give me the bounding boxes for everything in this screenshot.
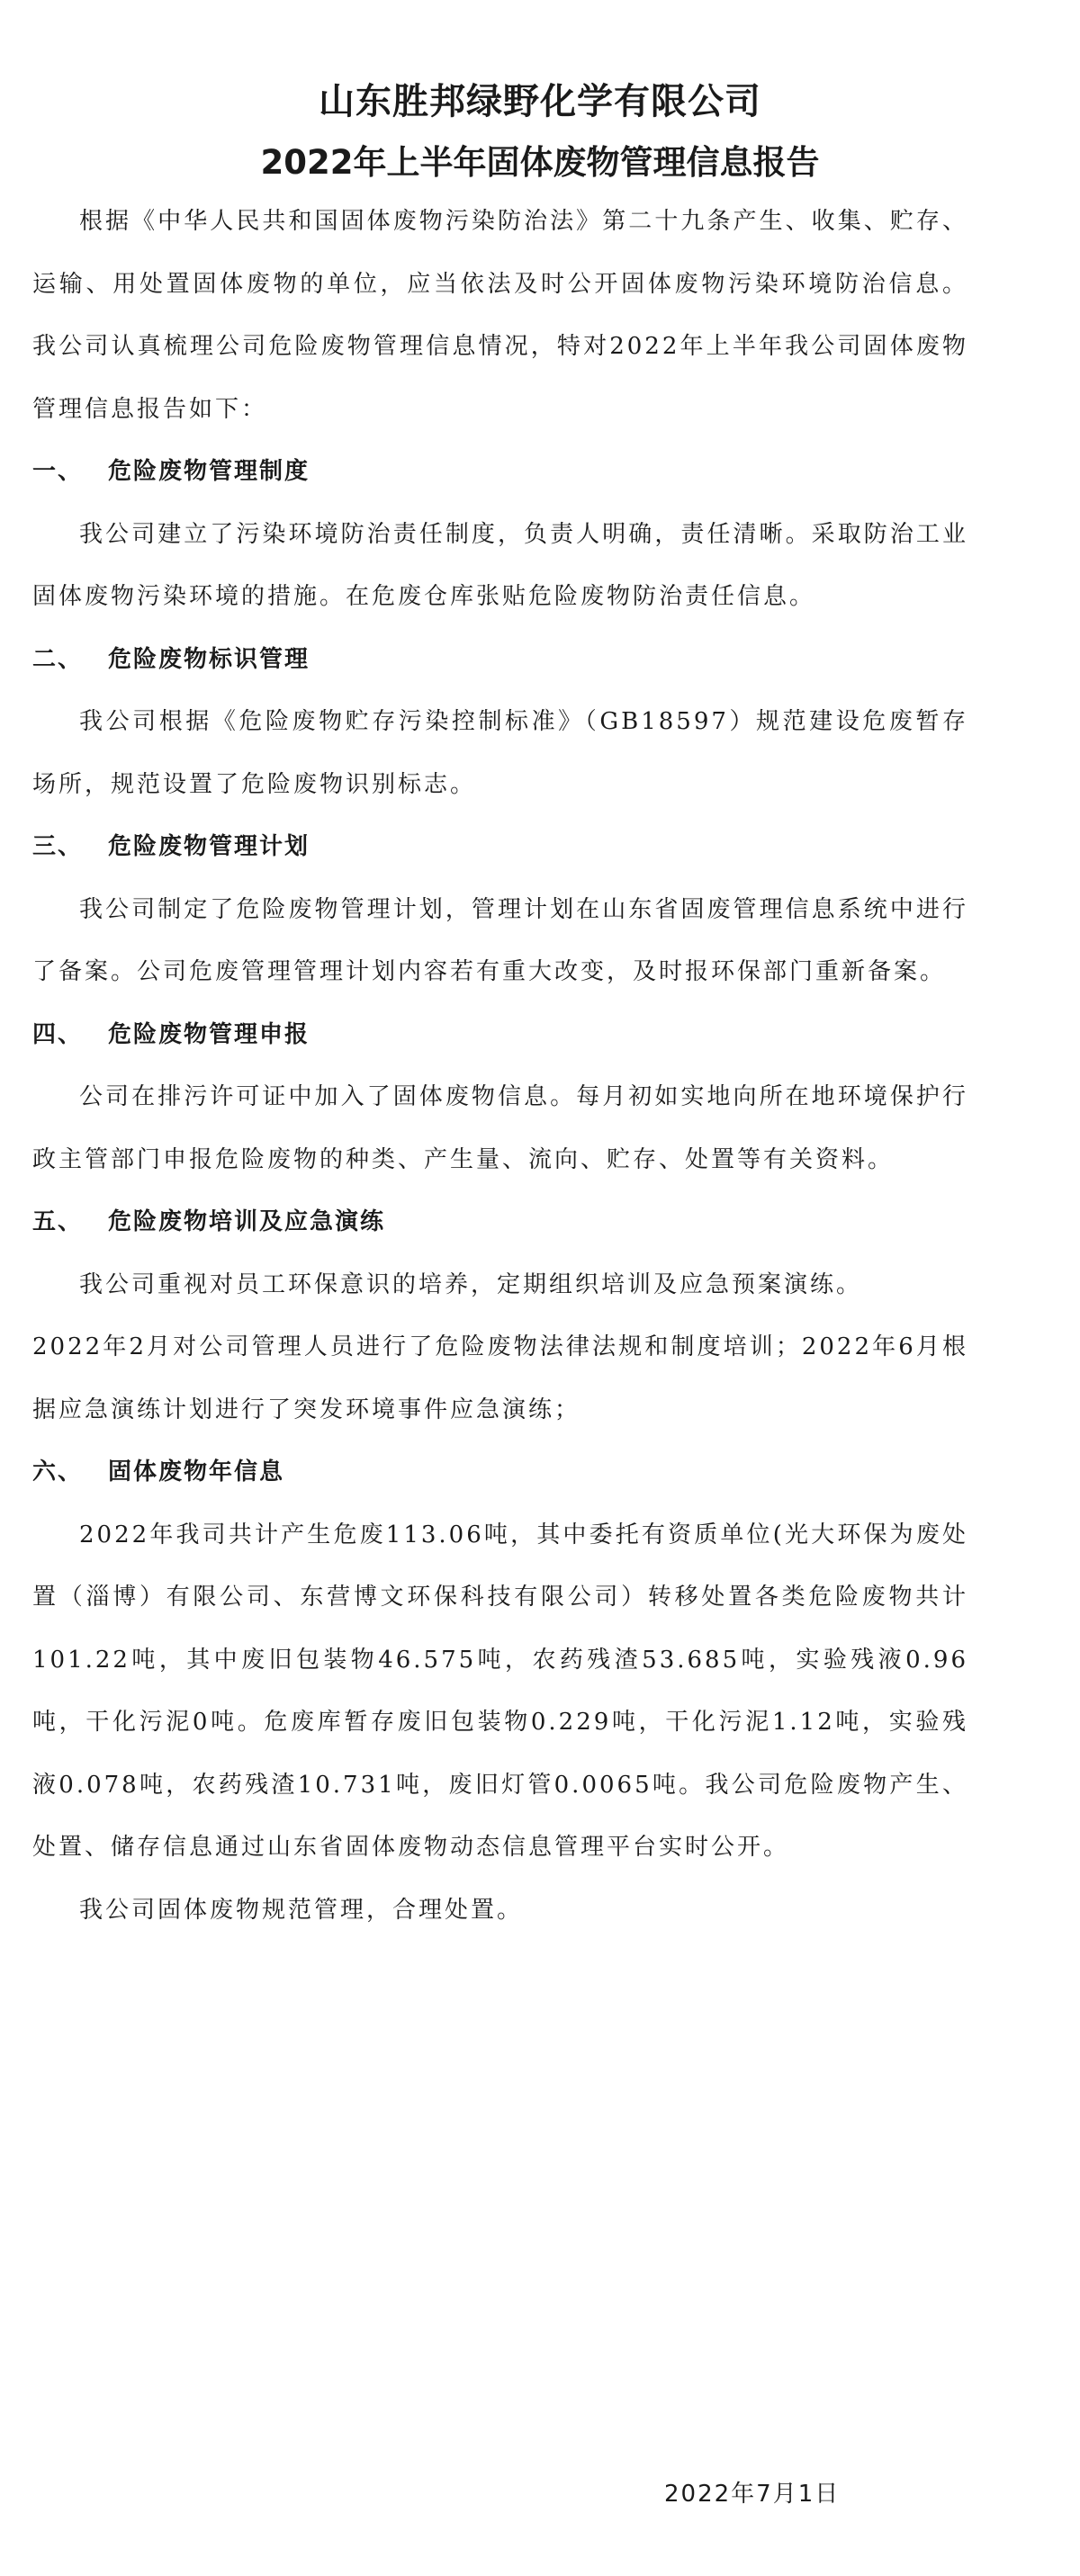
section-heading-3	[32, 816, 968, 879]
section-number: 六、	[32, 1459, 84, 1485]
section-number: 五、	[32, 1208, 84, 1235]
section-body-3: 我公司制定了危险废物管理计划，管理计划在山东省固废管理信息系统中进行了备案。公司危废管理管理计划内容若有重大改变，及时报环保部门重新备案。	[32, 895, 968, 985]
section-body-2: 我公司根据《危险废物贮存污染控制标准》（GB18597）规范建设危废暂存场所，规范设置了危险废物识别标志。	[32, 708, 968, 798]
closing-paragraph: 我公司固体废物规范管理，合理处置。	[79, 1896, 524, 1924]
section-heading-1	[32, 441, 968, 504]
section-number: 三、	[32, 833, 84, 860]
section-heading-2	[32, 629, 968, 692]
section-body-5: 我公司重视对员工环保意识的培养，定期组织培训及应急预案演练。	[79, 1270, 863, 1298]
section-heading-4	[32, 1004, 968, 1067]
section-number: 二、	[32, 645, 84, 673]
section-heading-5	[32, 1191, 968, 1254]
section-title: 危险废物管理计划	[108, 833, 310, 860]
report-title: 2022年上半年固体废物管理信息报告	[260, 143, 820, 182]
section-title: 危险废物管理制度	[108, 458, 310, 485]
section-title: 危险废物标识管理	[108, 645, 310, 673]
section-title: 危险废物培训及应急演练	[108, 1208, 386, 1235]
intro-paragraph: 根据《中华人民共和国固体废物污染防治法》第二十九条产生、收集、贮存、运输、用处置固体废物的单位，应当依法及时公开固体废物污染环境防治信息。我公司认真梳理公司危险废物管理信息情况，特对2022年上半年我公司固体废物管理信息报告如下：	[32, 208, 968, 423]
section-body-4: 公司在排污许可证中加入了固体废物信息。每月初如实地向所在地环境保护行政主管部门申报危险废物的种类、产生量、流向、贮存、处置等有关资料。	[32, 1083, 968, 1173]
company-title: 山东胜邦绿野化学有限公司	[319, 81, 761, 122]
section-title: 危险废物管理申报	[108, 1020, 310, 1048]
section-title: 固体废物年信息	[108, 1459, 285, 1485]
report-date: 2022年7月1日	[664, 2481, 841, 2508]
section-body-6: 2022年我司共计产生危废113.06吨，其中委托有资质单位(光大环保为废处置（淄博）有限公司、东营博文环保科技有限公司）转移处置各类危险废物共计101.22吨，其中废旧包装物46.575吨，农药残渣53.685吨，实验残液0.96吨，干化污泥0吨。危废库暂存废旧包装物0.229吨，干化污泥1.12吨，实验残液0.078吨，农药残渣10.731吨，废旧灯管0.0065吨。我公司危险废物产生、处置、储存信息通过山东省固体废物动态信息管理平台实时公开。	[32, 1521, 968, 1861]
section-body-5-continued: 2022年2月对公司管理人员进行了危险废物法律法规和制度培训；2022年6月根据应急演练计划进行了突发环境事件应急演练；	[32, 1333, 968, 1423]
section-heading-6	[32, 1441, 968, 1504]
report-body	[32, 191, 968, 1942]
section-number: 一、	[32, 458, 84, 485]
section-number: 四、	[32, 1020, 84, 1048]
section-body-1: 我公司建立了污染环境防治责任制度，负责人明确，责任清晰。采取防治工业固体废物污染环境的措施。在危废仓库张贴危险废物防治责任信息。	[32, 520, 968, 610]
